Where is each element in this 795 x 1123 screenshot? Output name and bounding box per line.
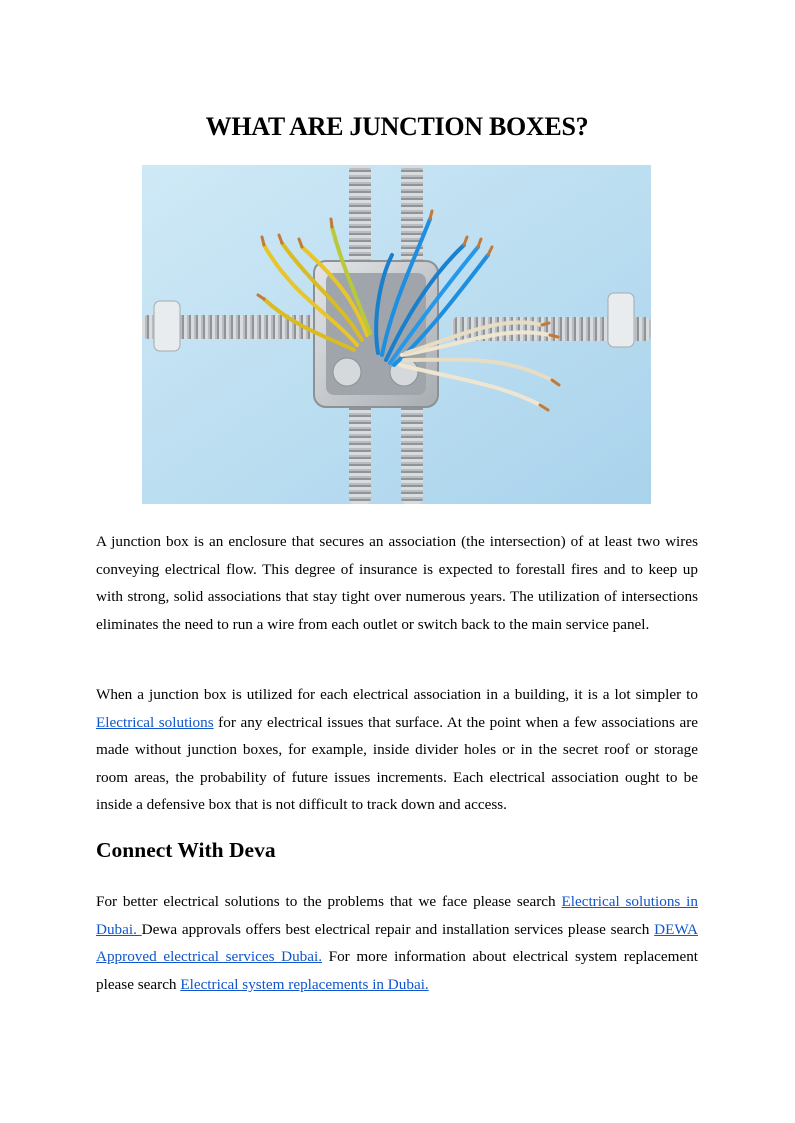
electrical-system-replacements-link[interactable]: Electrical system replacements in Dubai. (180, 975, 429, 993)
paragraph-2 (96, 681, 698, 819)
electrical-solutions-dubai-link[interactable]: Electrical solutions in Dubai. (96, 893, 698, 938)
paragraph-3-text (96, 888, 698, 998)
section-heading: Connect With Deva (96, 838, 276, 862)
paragraph-2-before: When a junction box is utilized for each electrical association in a building, it is a lot simpler to (96, 686, 698, 703)
paragraph-3 (96, 888, 698, 998)
paragraph-2-after: for any electrical issues that surface. At the point when a few associations are made without junction boxes, for example, inside divider holes or in the secret roof or storage room areas, the probability of future issues increments. Each electrical association ought to be inside a defensive box that is not difficult to track down and access. (96, 713, 699, 814)
paragraph-3-text-3: For more information about electrical system replacement please search (96, 948, 699, 993)
paragraph-1-text: A junction box is an enclosure that secures an association (the intersection) of at least two wires conveying electrical flow. This degree of insurance is expected to forestall fires and to keep up with strong, solid associations that stay tight over numerous years. The utilization of intersections eliminates the need to run a wire from each outlet or switch back to the main service panel. (96, 533, 698, 633)
paragraph-1 (96, 528, 698, 638)
junction-box-photo (142, 165, 651, 504)
paragraph-2-text (96, 681, 698, 819)
electrical-solutions-link[interactable]: Electrical solutions (96, 713, 214, 731)
paragraph-3-text-1: For better electrical solutions to the problems that we face please search (96, 893, 562, 910)
dewa-approved-services-link[interactable]: DEWA Approved electrical services Dubai. (96, 920, 698, 966)
paragraph-3-text-2: Dewa approvals offers best electrical repair and installation services please search (141, 920, 655, 938)
page-title: WHAT ARE JUNCTION BOXES? (205, 112, 589, 141)
